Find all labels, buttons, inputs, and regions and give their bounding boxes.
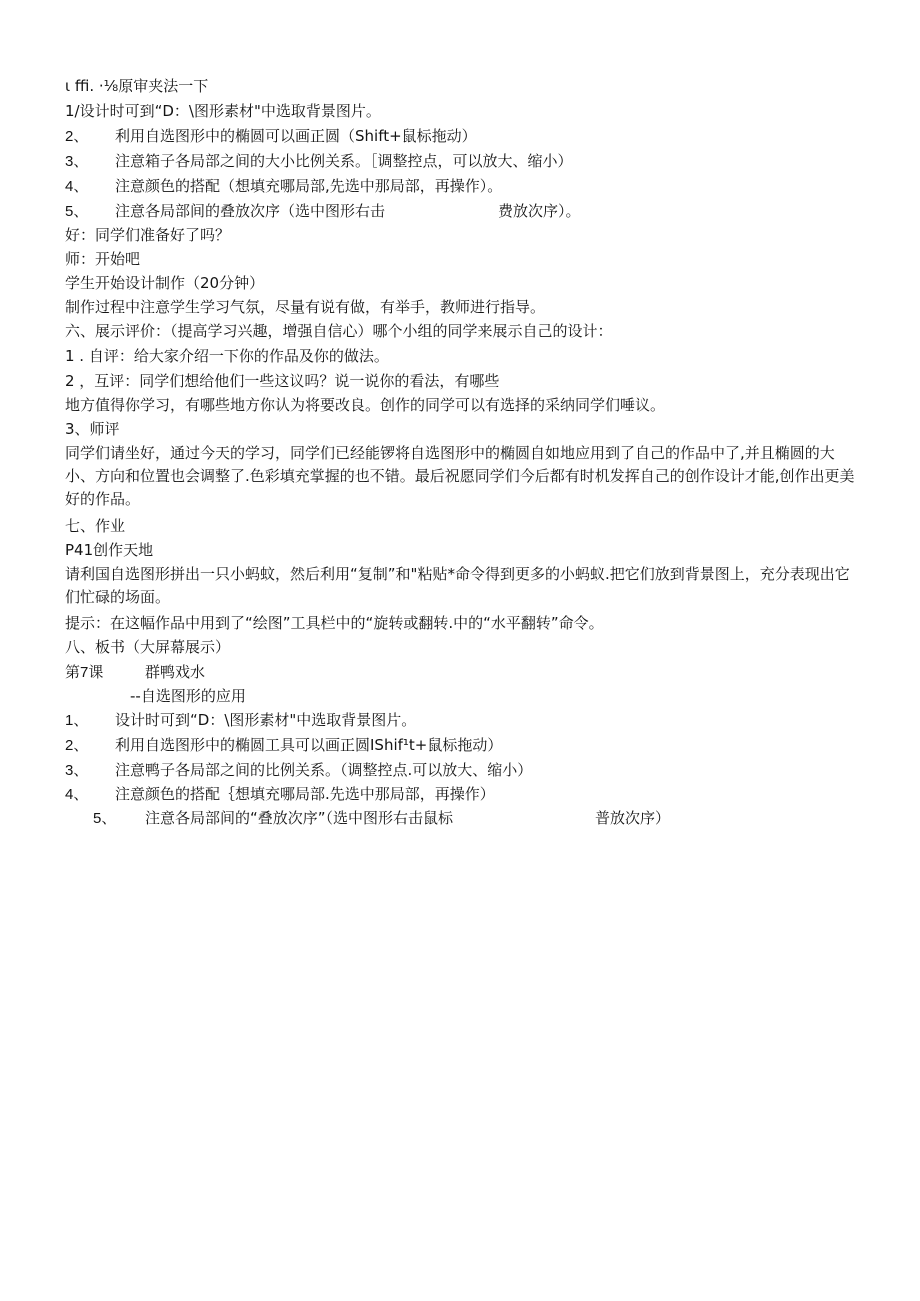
doc-line: 好：同学们准备好了吗？	[65, 226, 231, 244]
section-heading: 六、展示评价：（提高学习兴趣，增强自信心）哪个小组的同学来展示自己的设计：	[65, 322, 613, 340]
doc-line: P41创作天地	[65, 541, 154, 559]
numbered-item	[65, 176, 502, 197]
item-text: 注意颜色的搭配（想填充哪局部,先选中那局部，再操作）。	[115, 177, 503, 195]
lesson-subtitle: --自选图形的应用	[130, 687, 246, 705]
item-text: 设计时可到“D：\图形素材"中选取背景图片。	[115, 711, 417, 729]
doc-line: 地方值得你学习，有哪些地方你认为将要改良。创作的同学可以有选择的采纳同学们唾议。	[65, 396, 666, 414]
item-text: 利用自选图形中的椭圆可以画正圆（Shift+鼠标拖动）	[115, 127, 477, 145]
item-number: 5、	[93, 810, 117, 827]
lesson-number: 第7课	[65, 664, 104, 681]
doc-line: 提示：在这幅作品中用到了“绘图”工具栏中的“旋转或翻转.中的“水平翻转”命令。	[65, 614, 604, 632]
item-text: 注意各局部间的叠放次序（选中图形右击	[115, 202, 386, 220]
doc-line: 师：开始吧	[65, 250, 141, 268]
item-number: 5、	[65, 203, 89, 220]
item-number: 1、	[65, 712, 89, 729]
lesson-title: 群鸭戏水	[145, 663, 206, 681]
item-text: 注意箱子各局部之间的大小比例关系。［调整控点，可以放大、缩小）	[115, 152, 573, 170]
numbered-item	[65, 784, 495, 805]
doc-line: 3、师评	[65, 420, 120, 438]
item-text: 利用自选图形中的椭圆工具可以画正圆IShif¹t+鼠标拖动）	[115, 736, 503, 754]
doc-paragraph: 同学们请坐好，通过今天的学习，同学们已经能锣将自选图形中的椭圆自如地应用到了自己的作品中了,并且椭圆的大小、方向和位置也会调整了.色彩填充掌握的也不错。最后祝愿同学们今后都有时机发挥自己的创作设计才能,创作出更美好的作品。	[65, 444, 855, 508]
section-heading: 八、板书（大屏幕展示）	[65, 638, 231, 656]
item-text: 注意颜色的搭配｛想填充哪局部.先选中那局部，再操作）	[115, 785, 495, 803]
item-text-continued: 费放次序）。	[498, 202, 581, 220]
numbered-item	[65, 760, 532, 781]
item-number: 3、	[65, 153, 89, 170]
numbered-item	[65, 151, 573, 172]
item-text: 注意鸭子各局部之间的比例关系。（调整控点.可以放大、缩小）	[115, 761, 533, 779]
section-heading: 七、作业	[65, 517, 126, 535]
doc-line: 1/设计时可到“D：\图形素材"中选取背景图片。	[65, 102, 381, 120]
doc-line: 制作过程中注意学生学习气氛，尽量有说有做，有举手，教师进行指导。	[65, 298, 546, 316]
item-number: 3、	[65, 762, 89, 779]
numbered-item	[65, 710, 416, 731]
doc-line: 1 . 自评：给大家介绍一下你的作品及你的做法。	[65, 347, 389, 365]
item-number: 2、	[65, 737, 89, 754]
numbered-item	[65, 201, 581, 222]
item-number: 4、	[65, 786, 89, 803]
doc-heading-line: ι ffi. ·⅛原审夹法一下	[65, 77, 209, 95]
numbered-item	[65, 126, 477, 147]
numbered-item	[65, 735, 502, 756]
doc-paragraph: 请利国自选图形拼出一只小蚂蚊，然后利用“复制”和"粘贴*命令得到更多的小蚂蚁.把它们放到背景图上，充分表现出它们忙碌的场面。	[65, 565, 850, 606]
doc-line: 学生开始设计制作（20分钟）	[65, 274, 265, 292]
item-text: 注意各局部间的“叠放次序”（选中图形右击鼠标	[145, 809, 454, 827]
item-text-continued: 普放次序）	[595, 809, 671, 827]
numbered-item	[93, 808, 670, 829]
doc-line: 2 ，互评：同学们想给他们一些这议吗？说一说你的看法，有哪些	[65, 372, 500, 390]
item-number: 2、	[65, 128, 89, 145]
item-number: 4、	[65, 178, 89, 195]
lesson-title-line	[65, 662, 205, 683]
